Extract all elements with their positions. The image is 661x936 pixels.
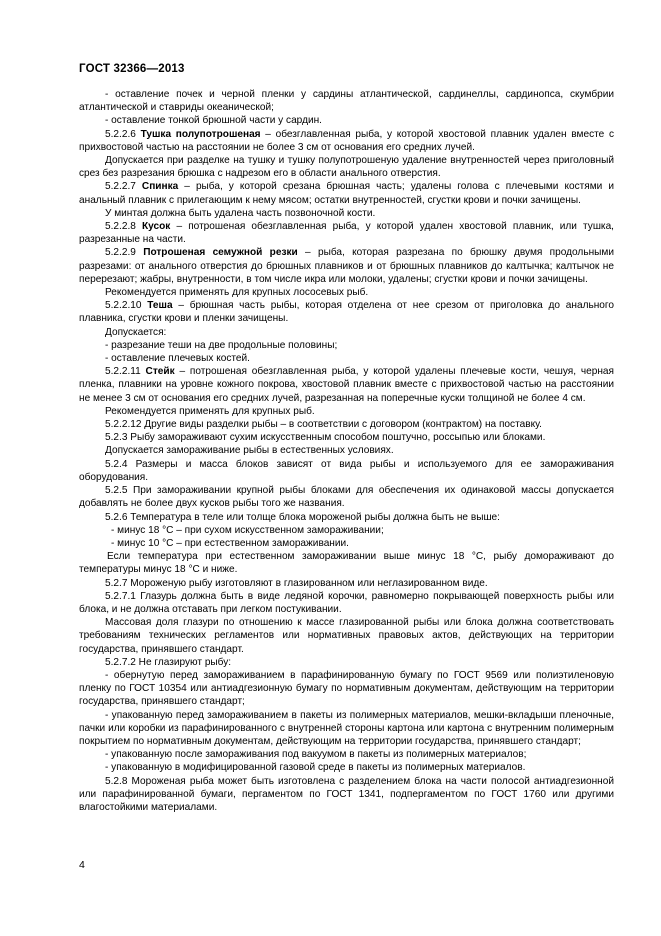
paragraph: 5.2.2.12 Другие виды разделки рыбы – в соответствии с договором (контрактом) на поставку. <box>105 419 542 431</box>
paragraph: - обернутую перед замораживанием в парафинированную бумагу по ГОСТ 9569 или полиэтиленовую пленку по ГОСТ 10354 или антиадгезионную бумагу по нормативным документам, действующим на территории государства, принявшего стандарт; <box>79 669 614 708</box>
paragraph: - разрезание теши на две продольные половины; <box>105 339 338 351</box>
paragraph: У минтая должна быть удалена часть позвоночной кости. <box>105 207 376 219</box>
paragraph: Допускается при разделке на тушку и тушку полупотрошеную удаление внутренностей через приголовный срез без разрезания брюшка с надрезом его в области анального отверстия. <box>79 155 614 180</box>
paragraph: - оставление плечевых костей. <box>105 353 250 365</box>
clause-number: 5.2.2.9 <box>105 247 136 259</box>
definition-text: – брюшная часть рыбы, которая отделена от нее срезом от приголовка до анального плавника, сгустки крови и пленки зачищены. <box>79 300 614 325</box>
definition-paragraph <box>79 180 614 206</box>
term: Стейк <box>145 366 175 378</box>
paragraph: Рекомендуется применять для крупных рыб. <box>105 405 315 417</box>
paragraph: 5.2.4 Размеры и масса блоков зависят от вида рыбы и используемого для ее замораживания оборудования. <box>79 458 614 483</box>
term: Потрошеная семужной резки <box>143 247 298 259</box>
definition-paragraph <box>79 299 614 325</box>
definition-text: – потрошеная обезглавленная рыба, у которой удален хвостовой плавник, или тушка, разрезанные на части. <box>79 221 614 246</box>
clause-number: 5.2.2.8 <box>105 221 136 233</box>
clause-number: 5.2.2.11 <box>105 366 141 378</box>
paragraph: 5.2.5 При замораживании крупной рыбы блоками для обеспечения их одинаковой массы допускается добавлять не более двух кусков рыбы того же названия. <box>79 485 614 510</box>
definition-text: – рыба, которая разрезана по брюшку двумя продольными разрезами: от анального отверстия до брюшных плавников и от брюшных плавников до калтычка; калтычок не перерезают; жабры, внутренности, в том числе икра или молоки, удалены; сгустки крови и почки зачищены. <box>79 247 614 285</box>
paragraph: 5.2.3 Рыбу замораживают сухим искусственным способом поштучно, россыпью или блоками. <box>105 432 546 444</box>
clause-number: 5.2.2.6 <box>105 128 136 140</box>
term: Кусок <box>142 221 171 233</box>
paragraph: - минус 18 °С – при сухом искусственном замораживании; <box>111 524 384 536</box>
paragraph: - оставление тонкой брюшной части у сардин. <box>105 115 322 127</box>
paragraph: 5.2.7.1 Глазурь должна быть в виде ледяной корочки, равномерно покрывающей поверхность рыбы или блока, и не должна отставать при легком постукивании. <box>79 590 614 615</box>
definition-paragraph <box>79 128 614 154</box>
term: Спинка <box>141 181 179 193</box>
paragraph: - упакованную в модифицированной газовой среде в пакеты из полимерных материалов. <box>105 762 526 774</box>
paragraph: Допускается замораживание рыбы в естественных условиях. <box>105 445 394 457</box>
definition-paragraph <box>79 220 614 246</box>
definition-paragraph <box>79 365 614 405</box>
paragraph: - упакованную перед замораживанием в пакеты из полимерных материалов, мешки-вкладыши пленочные, пачки или коробки из парафинированного с внутренней стороны картона или картона с внутренним полимерным покрытием по нормативным документам, действующим на территории государства, принявшего стандарт; <box>79 709 614 747</box>
standard-header: ГОСТ 32366—2013 <box>79 63 185 75</box>
clause-number: 5.2.2.7 <box>105 181 136 193</box>
term: Теша <box>147 300 173 312</box>
paragraph: Если температура при естественном замораживании выше минус 18 °С, рыбу домораживают до температуры минус 18 °С и ниже. <box>79 551 614 576</box>
paragraph: 5.2.6 Температура в теле или толще блока мороженой рыбы должна быть не выше: <box>105 511 500 523</box>
paragraph: Допускается: <box>105 326 167 338</box>
paragraph: 5.2.7 Мороженую рыбу изготовляют в глазированном или неглазированном виде. <box>105 577 488 589</box>
definition-text: – обезглавленная рыба, у которой хвостовой плавник удален вместе с прихвостовой частью на расстоянии не более 3 см от основания его средних лучей. <box>79 128 614 153</box>
paragraph: - упакованную после замораживания под вакуумом в пакеты из полимерных материалов; <box>105 749 527 761</box>
definition-text: – рыба, у которой срезана брюшная часть; удалены голова с плечевыми костями и анальный плавник с прилегающим к нему мясом; остатки внутренностей, сгустки крови и почки зачищены. <box>79 181 614 206</box>
paragraph: - минус 10 °С – при естественном замораживании. <box>111 537 349 549</box>
paragraph: 5.2.8 Мороженая рыба может быть изготовлена с разделением блока на части полосой антиадгезионной или парафинированной бумаги, пергаментом по ГОСТ 1341, подпергаментом по ГОСТ 1760 или другими влагостойкими материалами. <box>79 775 614 813</box>
clause-number: 5.2.2.10 <box>105 300 142 312</box>
paragraph: Рекомендуется применять для крупных лососевых рыб. <box>105 287 369 299</box>
paragraph: 5.2.7.2 Не глазируют рыбу: <box>105 656 232 668</box>
definition-paragraph <box>79 246 614 286</box>
paragraph: Массовая доля глазури по отношению к массе глазированной рыбы или блока должна соответствовать требованиям технических регламентов или нормативных правовых актов, действующих на территории государства, принявшего стандарт. <box>79 617 614 655</box>
page-number: 4 <box>79 859 85 871</box>
document-body <box>79 88 614 814</box>
definition-text: – потрошеная обезглавленная рыба, у которой удалены плечевые кости, чешуя, черная пленка, плавники на уровне кожного покрова, хвостовой плавник вместе с прихвостовой частью на расстоянии не менее 3 см от основания его средних лучей, разрезанная на поперечные куски толщиной не более 4 см. <box>79 366 614 404</box>
paragraph: - оставление почек и черной пленки у сардины атлантической, сардинеллы, сардинопса, скумбрии атлантической и ставриды океанической; <box>79 89 614 114</box>
term: Тушка полупотрошеная <box>140 128 261 140</box>
